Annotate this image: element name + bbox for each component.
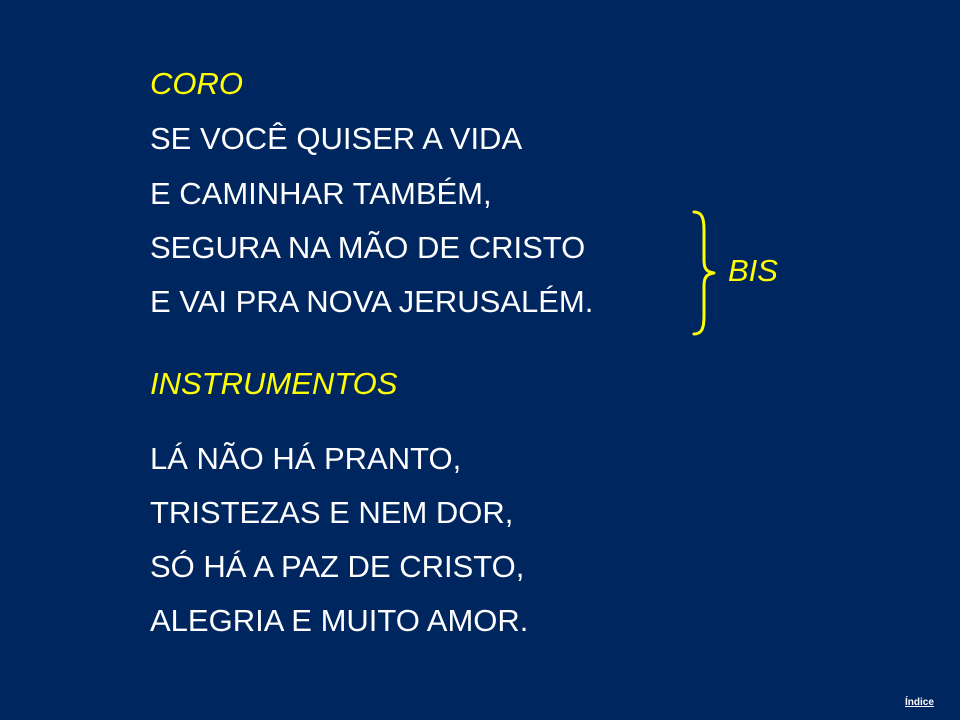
right-curly-brace-icon (690, 208, 720, 338)
chorus-line: SE VOCÊ QUISER A VIDA (150, 121, 523, 156)
repeat-label: BIS (728, 253, 778, 288)
verse-line: ALEGRIA E MUITO AMOR. (150, 603, 529, 638)
verse-line: TRISTEZAS E NEM DOR, (150, 495, 514, 530)
index-link[interactable]: Índice (905, 697, 934, 708)
verse-line: SÓ HÁ A PAZ DE CRISTO, (150, 549, 525, 584)
chorus-line: E CAMINHAR TAMBÉM, (150, 176, 492, 211)
verse-line: LÁ NÃO HÁ PRANTO, (150, 441, 462, 476)
chorus-line: SEGURA NA MÃO DE CRISTO (150, 230, 586, 265)
chorus-line: E VAI PRA NOVA JERUSALÉM. (150, 284, 594, 319)
chorus-heading: CORO (150, 66, 243, 101)
instrumental-heading: INSTRUMENTOS (150, 366, 398, 401)
